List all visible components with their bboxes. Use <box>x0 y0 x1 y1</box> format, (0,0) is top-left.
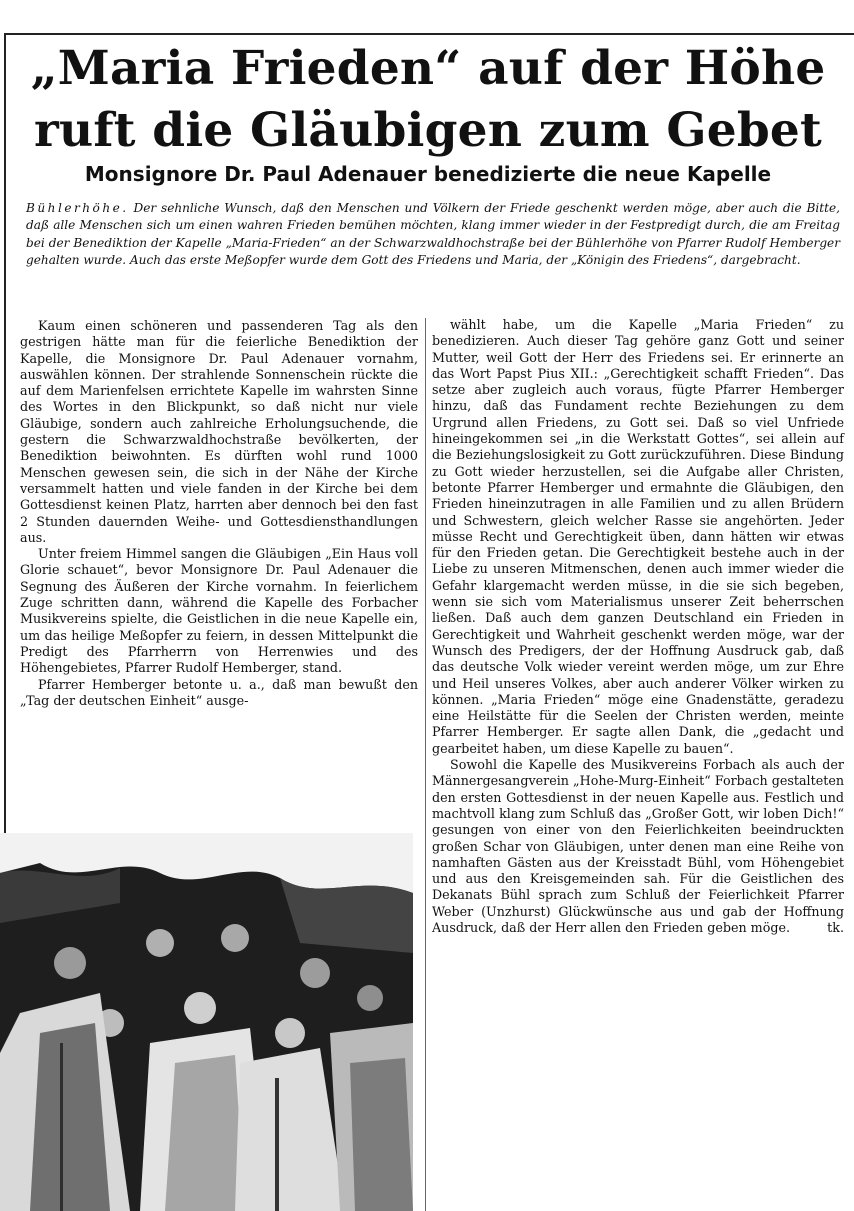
author-signature: tk. <box>827 919 844 935</box>
left-paragraph-2: Unter freiem Himmel sangen die Gläubigen „Ein Haus voll Glorie schauet“, bevor Monsignore Dr. Paul Adenauer die Segnung des Äußeren der Kirche vornahm. In feierlichem Zuge schritten dann, während die Kapelle des Forbacher Musikvereins spielte, die Geistlichen in die neue Kapelle ein, um das heilige Meßopfer zu feiern, in dessen Mittelpunkt die Predigt des Pfarrherrn von Herrenwies und des Höhengebietes, Pfarrer Rudolf Hemberger, stand. <box>20 546 418 676</box>
procession-photo-image <box>0 833 413 1211</box>
intro-text: Der sehnliche Wunsch, daß den Menschen und Völkern der Friede geschenkt werden möge, aber auch die Bitte, daß alle Menschen sich um einen wahren Frieden bemühen möchten, klang immer wieder in der Festpredigt durch, die am Freitag bei der Benediktion der Kapelle „Maria-Frieden“ an der Schwarzwaldhochstraße bei der Bühlerhöhe von Pfarrer Rudolf Hemberger gehalten wurde. Auch das erste Meßopfer wurde dem Gott des Friedens und Maria, der „Königin des Friedens“, dargebracht. <box>26 201 840 268</box>
article-subheadline: Monsignore Dr. Paul Adenauer benedizierte die neue Kapelle <box>84 162 772 186</box>
article-headline <box>8 38 848 162</box>
right-paragraph-2 <box>432 757 844 936</box>
left-column <box>20 318 418 709</box>
right-paragraph-1: wählt habe, um die Kapelle „Maria Frieden“ zu benedizieren. Auch dieser Tag gehöre ganz Gott und seiner Mutter, weil Gott der Herr des Friedens sei. Er erinnerte an das Wort Papst Pius XII.: „Gerechtigkeit schafft Frieden“. Das setze aber zugleich auch voraus, fügte Pfarrer Hemberger hinzu, daß das Fundament rechte Beziehungen zu dem Urgrund allen Friedens, zu Gott sei. Daß so viel Unfriede hineingekommen sei „in die Werkstatt Gottes“, sei allein auf die Beziehungslosigkeit zu Gott zurückzuführen. Diese Bindung zu Gott wieder herzustellen, sei die Aufgabe aller Christen, betonte Pfarrer Hemberger und ermahnte die Gläubigen, den Frieden hineinzutragen in alle Familien und zu allen Brüdern und Schwestern, gleich welcher Rasse sie angehörten. Jeder müsse Recht und Gerechtigkeit üben, dann hätten wir etwas für den Frieden getan. Die Gerechtigkeit bestehe auch in der Liebe zu unseren Mitmenschen, denen auch immer wieder die Gefahr klargemacht werden müsse, in die sie sich begeben, wenn sie sich vom Materialismus unserer Zeit beherrschen ließen. Daß auch dem ganzen Deutschland ein Frieden in Gerechtigkeit und Wahrheit geschenkt werden möge, war der Wunsch des Predigers, der der Hoffnung Ausdruck gab, daß das deutsche Volk wieder vereint werden möge, um zur Ehre und Heil unseres Volkes, aber auch anderer Völker wirken zu können. „Maria Frieden“ möge eine Gnadenstätte, geradezu eine Heilstätte für die Seelen der Christen werden, meinte Pfarrer Hemberger. Er sagte allen Dank, die „gedacht und gearbeitet haben, um diese Kapelle zu bauen“. <box>432 317 844 756</box>
article-intro <box>26 200 840 270</box>
left-paragraph-1: Kaum einen schöneren und passenderen Tag als den gestrigen hätte man für die feierliche Benediktion der Kapelle, die Monsignore Dr. Paul Adenauer vornahm, auswählen können. Der strahlende Sonnenschein rückte die auf dem Marienfelsen errichtete Kapelle im wahrsten Sinne des Wortes in den Blickpunkt, so daß nicht nur viele Gläubige, sondern auch zahlreiche Erholungsuchende, die gestern die Schwarzwaldhochstraße bevölkerten, der Benediktion beiwohnten. Es dürften wohl rund 1000 Menschen gewesen sein, die sich in der Nähe der Kirche versammelt hatten und viele fanden in der Kirche bei dem Gottesdienst keinen Platz, harrten aber dennoch bei den fast 2 Stunden dauernden Weihe- und Gottesdiensthandlungen aus. <box>20 318 418 545</box>
right-paragraph-2-text: Sowohl die Kapelle des Musikvereins Forbach als auch der Männergesangverein „Hohe-Murg-Einheit“ Forbach gestalteten den ersten Gottesdienst in der neuen Kapelle aus. Festlich und machtvoll klang zum Schluß das „Großer Gott, wir loben Dich!“ gesungen von einer von den Feierlichkeiten beeindruckten großen Schar von Gläubigen, unter denen man eine Reihe von namhaften Gästen aus der Kreisstadt Bühl, vom Höhengebiet und aus den Kreisgemeinden sah. Für die Geistlichen des Dekanats Bühl sprach zum Schluß der Feierlichkeit Pfarrer Weber (Unzhurst) Glückwünsche aus und gab der Hoffnung Ausdruck, daß der Herr allen den Frieden geben möge. <box>432 757 844 935</box>
headline-line-2: ruft die Gläubigen zum Gebet <box>34 103 822 158</box>
right-column <box>432 317 844 936</box>
intro-dateline: Bühlerhöhe. <box>26 201 129 215</box>
previous-headline-remnant <box>0 0 854 14</box>
column-divider <box>425 318 426 1211</box>
left-paragraph-3: Pfarrer Hemberger betonte u. a., daß man bewußt den „Tag der deutschen Einheit“ ausge- <box>20 676 418 708</box>
procession-photo <box>0 833 413 1211</box>
top-rule <box>4 33 854 35</box>
headline-line-1: „Maria Frieden“ auf der Höhe <box>30 41 826 96</box>
